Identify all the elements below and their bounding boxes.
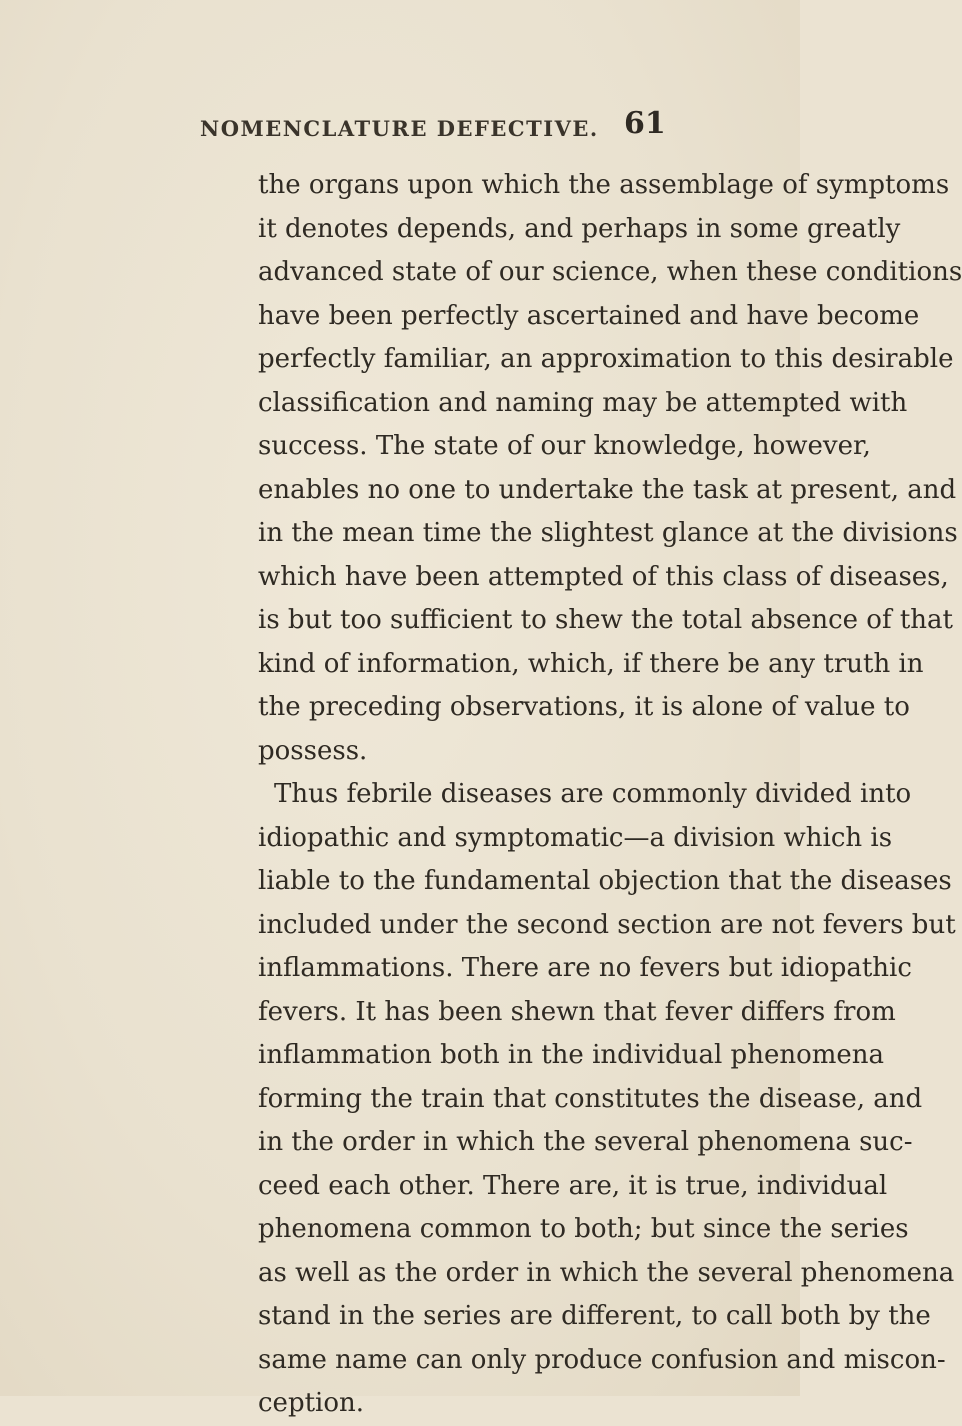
running-head: NOMENCLATURE DEFECTIVE.	[200, 116, 599, 141]
text-line: which have been attempted of this class of diseases,	[258, 561, 949, 592]
text-line: the organs upon which the assemblage of symptoms	[258, 170, 950, 200]
text-line: classification and naming may be attempted with	[258, 387, 908, 418]
text-line: in the order in which the several phenomena suc-	[258, 1127, 913, 1157]
body-text	[258, 164, 962, 1426]
text-line: phenomena common to both; but since the series	[258, 1214, 909, 1244]
text-line: idiopathic and symptomatic—a division which is	[258, 822, 893, 853]
text-line: ceed each other. There are, it is true, individual	[258, 1170, 888, 1201]
text-line: perfectly familiar, an approximation to this desirable	[258, 344, 954, 374]
text-line: fevers. It has been shewn that fever differs from	[258, 996, 896, 1027]
text-line: success. The state of our knowledge, however,	[258, 431, 871, 461]
text-line: inflammation both in the individual phenomena	[258, 1040, 885, 1070]
page-number: 61	[624, 106, 666, 141]
text-line: ception.	[258, 1388, 365, 1418]
text-line: have been perfectly ascertained and have become	[258, 300, 920, 331]
text-line: is but too sufficient to shew the total absence of that	[258, 605, 953, 635]
text-line: enables no one to undertake the task at present, and	[258, 474, 957, 505]
text-line: forming the train that constitutes the disease, and	[258, 1083, 923, 1114]
text-line: same name can only produce confusion and miscon-	[258, 1344, 946, 1375]
text-line: inflammations. There are no fevers but idiopathic	[258, 953, 912, 983]
text-line: it denotes depends, and perhaps in some greatly	[258, 213, 901, 244]
text-line: kind of information, which, if there be any truth in	[258, 648, 924, 679]
text-line: liable to the fundamental objection that the diseases	[258, 866, 952, 896]
text-line: included under the second section are not fevers but	[258, 909, 956, 940]
page-header	[0, 104, 800, 152]
text-line: the preceding observations, it is alone of value to	[258, 692, 910, 722]
text-line: advanced state of our science, when these conditions	[258, 257, 962, 287]
text-line: in the mean time the slightest glance at the divisions	[258, 518, 958, 548]
text-line: as well as the order in which the several phenomena	[258, 1257, 955, 1288]
text-line: possess.	[258, 735, 368, 766]
text-line: stand in the series are different, to call both by the	[258, 1301, 931, 1331]
paragraph-start-line: Thus febrile diseases are commonly divided into	[274, 779, 912, 809]
